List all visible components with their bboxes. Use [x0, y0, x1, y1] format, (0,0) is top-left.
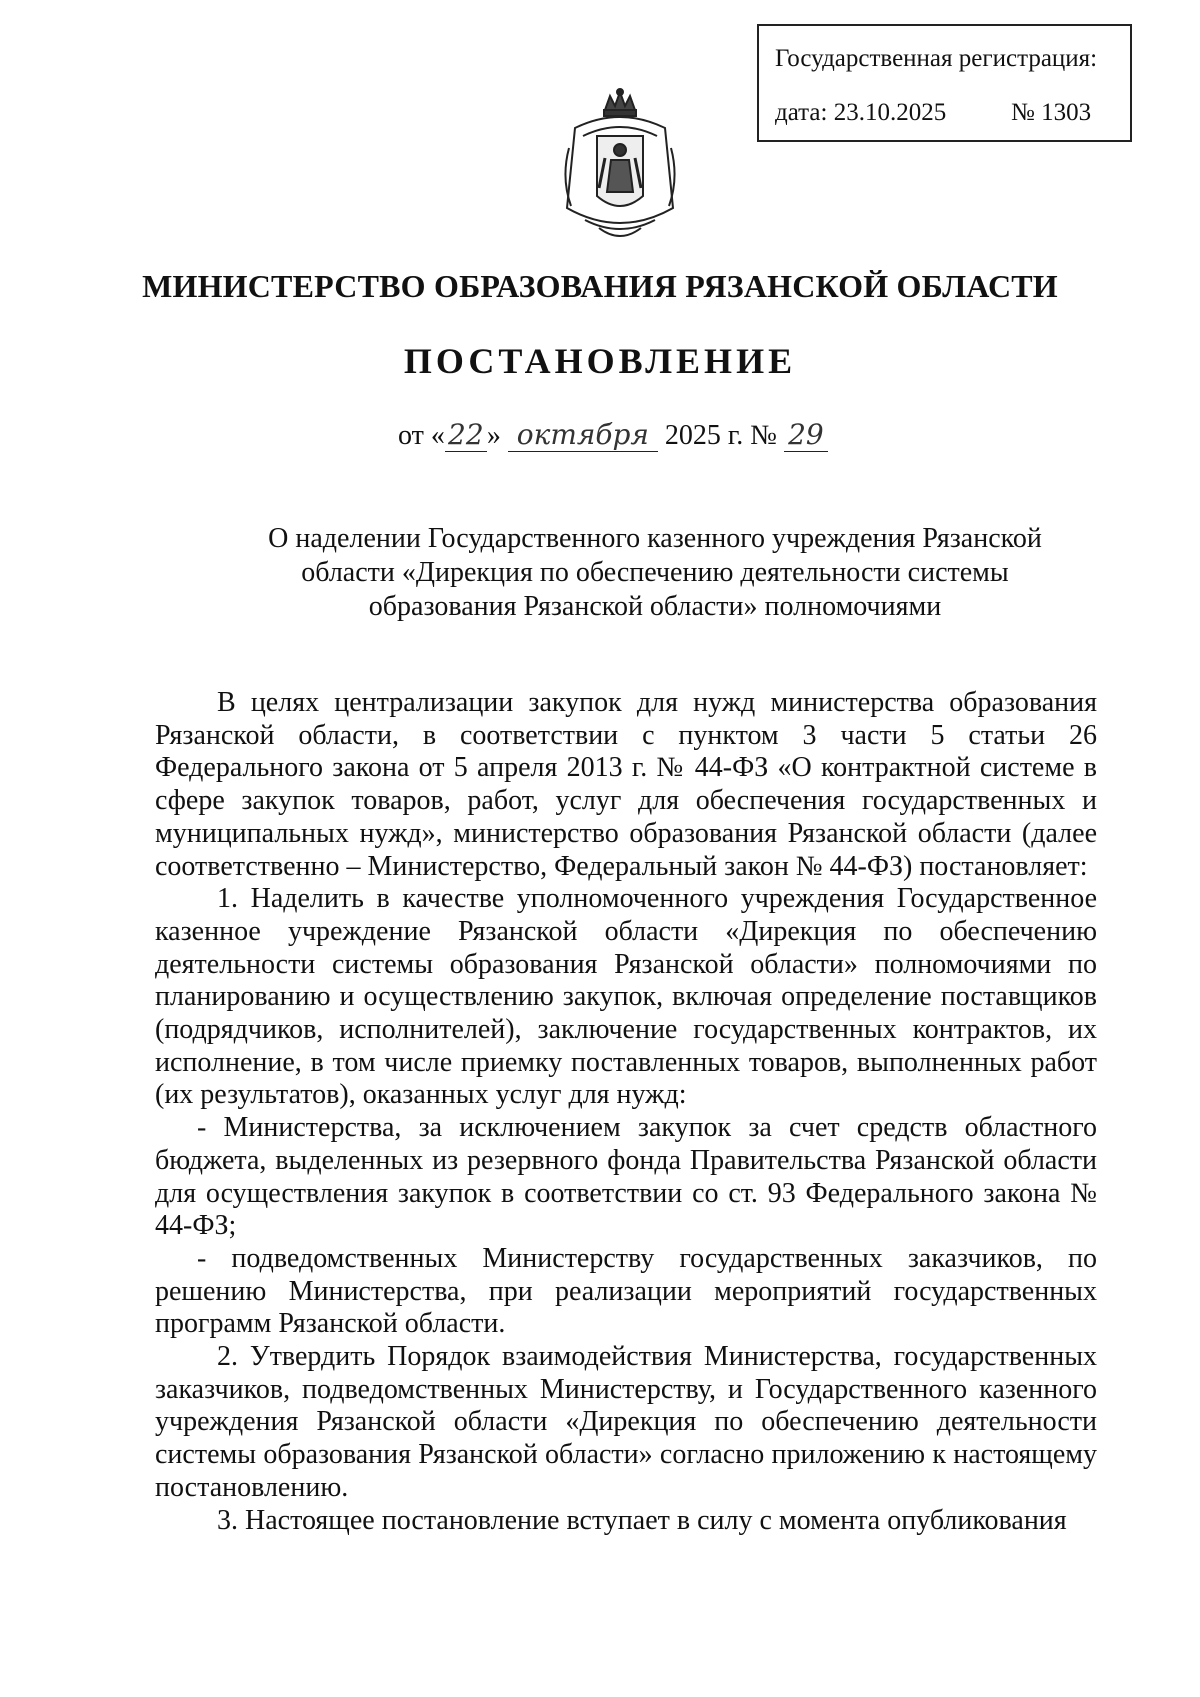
subject-line: области «Дирекция по обеспечению деятельности системы — [301, 557, 1009, 588]
subject-line: О наделении Государственного казенного учреждения Рязанской — [268, 523, 1042, 554]
item-3-paragraph: 3. Настоящее постановление вступает в силу с момента опубликования — [217, 1504, 1067, 1536]
item-2-paragraph: 2. Утвердить Порядок взаимодействия Министерства, государственных заказчиков, подведомственных Министерству, и Государственного казенного учреждения Рязанской области «Дирекция по обеспечению деятельности системы образования Рязанской области» согласно приложению к настоящему постановлению. — [155, 1341, 1097, 1503]
date-year: 2025 г. № — [664, 420, 777, 451]
ministry-title: МИНИСТЕРСТВО ОБРАЗОВАНИЯ РЯЗАНСКОЙ ОБЛАСТИ — [142, 268, 1058, 304]
registration-stamp — [757, 24, 1132, 142]
item-1a-paragraph: - Министерства, за исключением закупок за счет средств областного бюджета, выделенных из резервного фонда Правительства Рязанской области для осуществления закупок в соответствии со ст. 93 Федерального закона № 44-ФЗ; — [155, 1112, 1097, 1242]
date-day: 22 — [445, 418, 487, 452]
decree-subject — [200, 522, 1110, 624]
decree-date-line — [398, 418, 828, 452]
date-month: октября — [508, 418, 658, 452]
coat-of-arms-icon — [555, 88, 685, 248]
registration-date: дата: 23.10.2025 — [775, 99, 947, 126]
registration-title: Государственная регистрация: — [775, 45, 1098, 72]
document-type: ПОСТАНОВЛЕНИЕ — [403, 341, 797, 381]
date-mid: » — [486, 420, 501, 451]
date-prefix: от « — [398, 420, 445, 451]
preamble-paragraph: В целях централизации закупок для нужд министерства образования Рязанской области, в соответствии с пунктом 3 части 5 статьи 26 Федерального закона от 5 апреля 2013 г. № 44-ФЗ «О контрактной системе в сфере закупок товаров, работ, услуг для обеспечения государственных и муниципальных нужд», министерство образования Рязанской области (далее соответственно – Министерство, Федеральный закон № 44-ФЗ) постановляет: — [155, 687, 1097, 882]
registration-number: № 1303 — [1011, 99, 1092, 126]
item-1b-paragraph: - подведомственных Министерству государственных заказчиков, по решению Министерства, при реализации мероприятий государственных программ Рязанской области. — [155, 1242, 1097, 1340]
decree-body — [155, 687, 1097, 1537]
decree-number: 29 — [784, 418, 828, 452]
subject-line: образования Рязанской области» полномочиями — [368, 591, 942, 622]
item-1-paragraph: 1. Наделить в качестве уполномоченного учреждения Государственное казенное учреждение Рязанской области «Дирекция по обеспечению деятельности системы образования Рязанской области» полномочиями по планированию и осуществлению закупок, включая определение поставщиков (подрядчиков, исполнителей), заключение государственных контрактов, их исполнение, в том числе приемку поставленных товаров, выполненных работ (их результатов), оказанных услуг для нужд: — [155, 883, 1097, 1111]
